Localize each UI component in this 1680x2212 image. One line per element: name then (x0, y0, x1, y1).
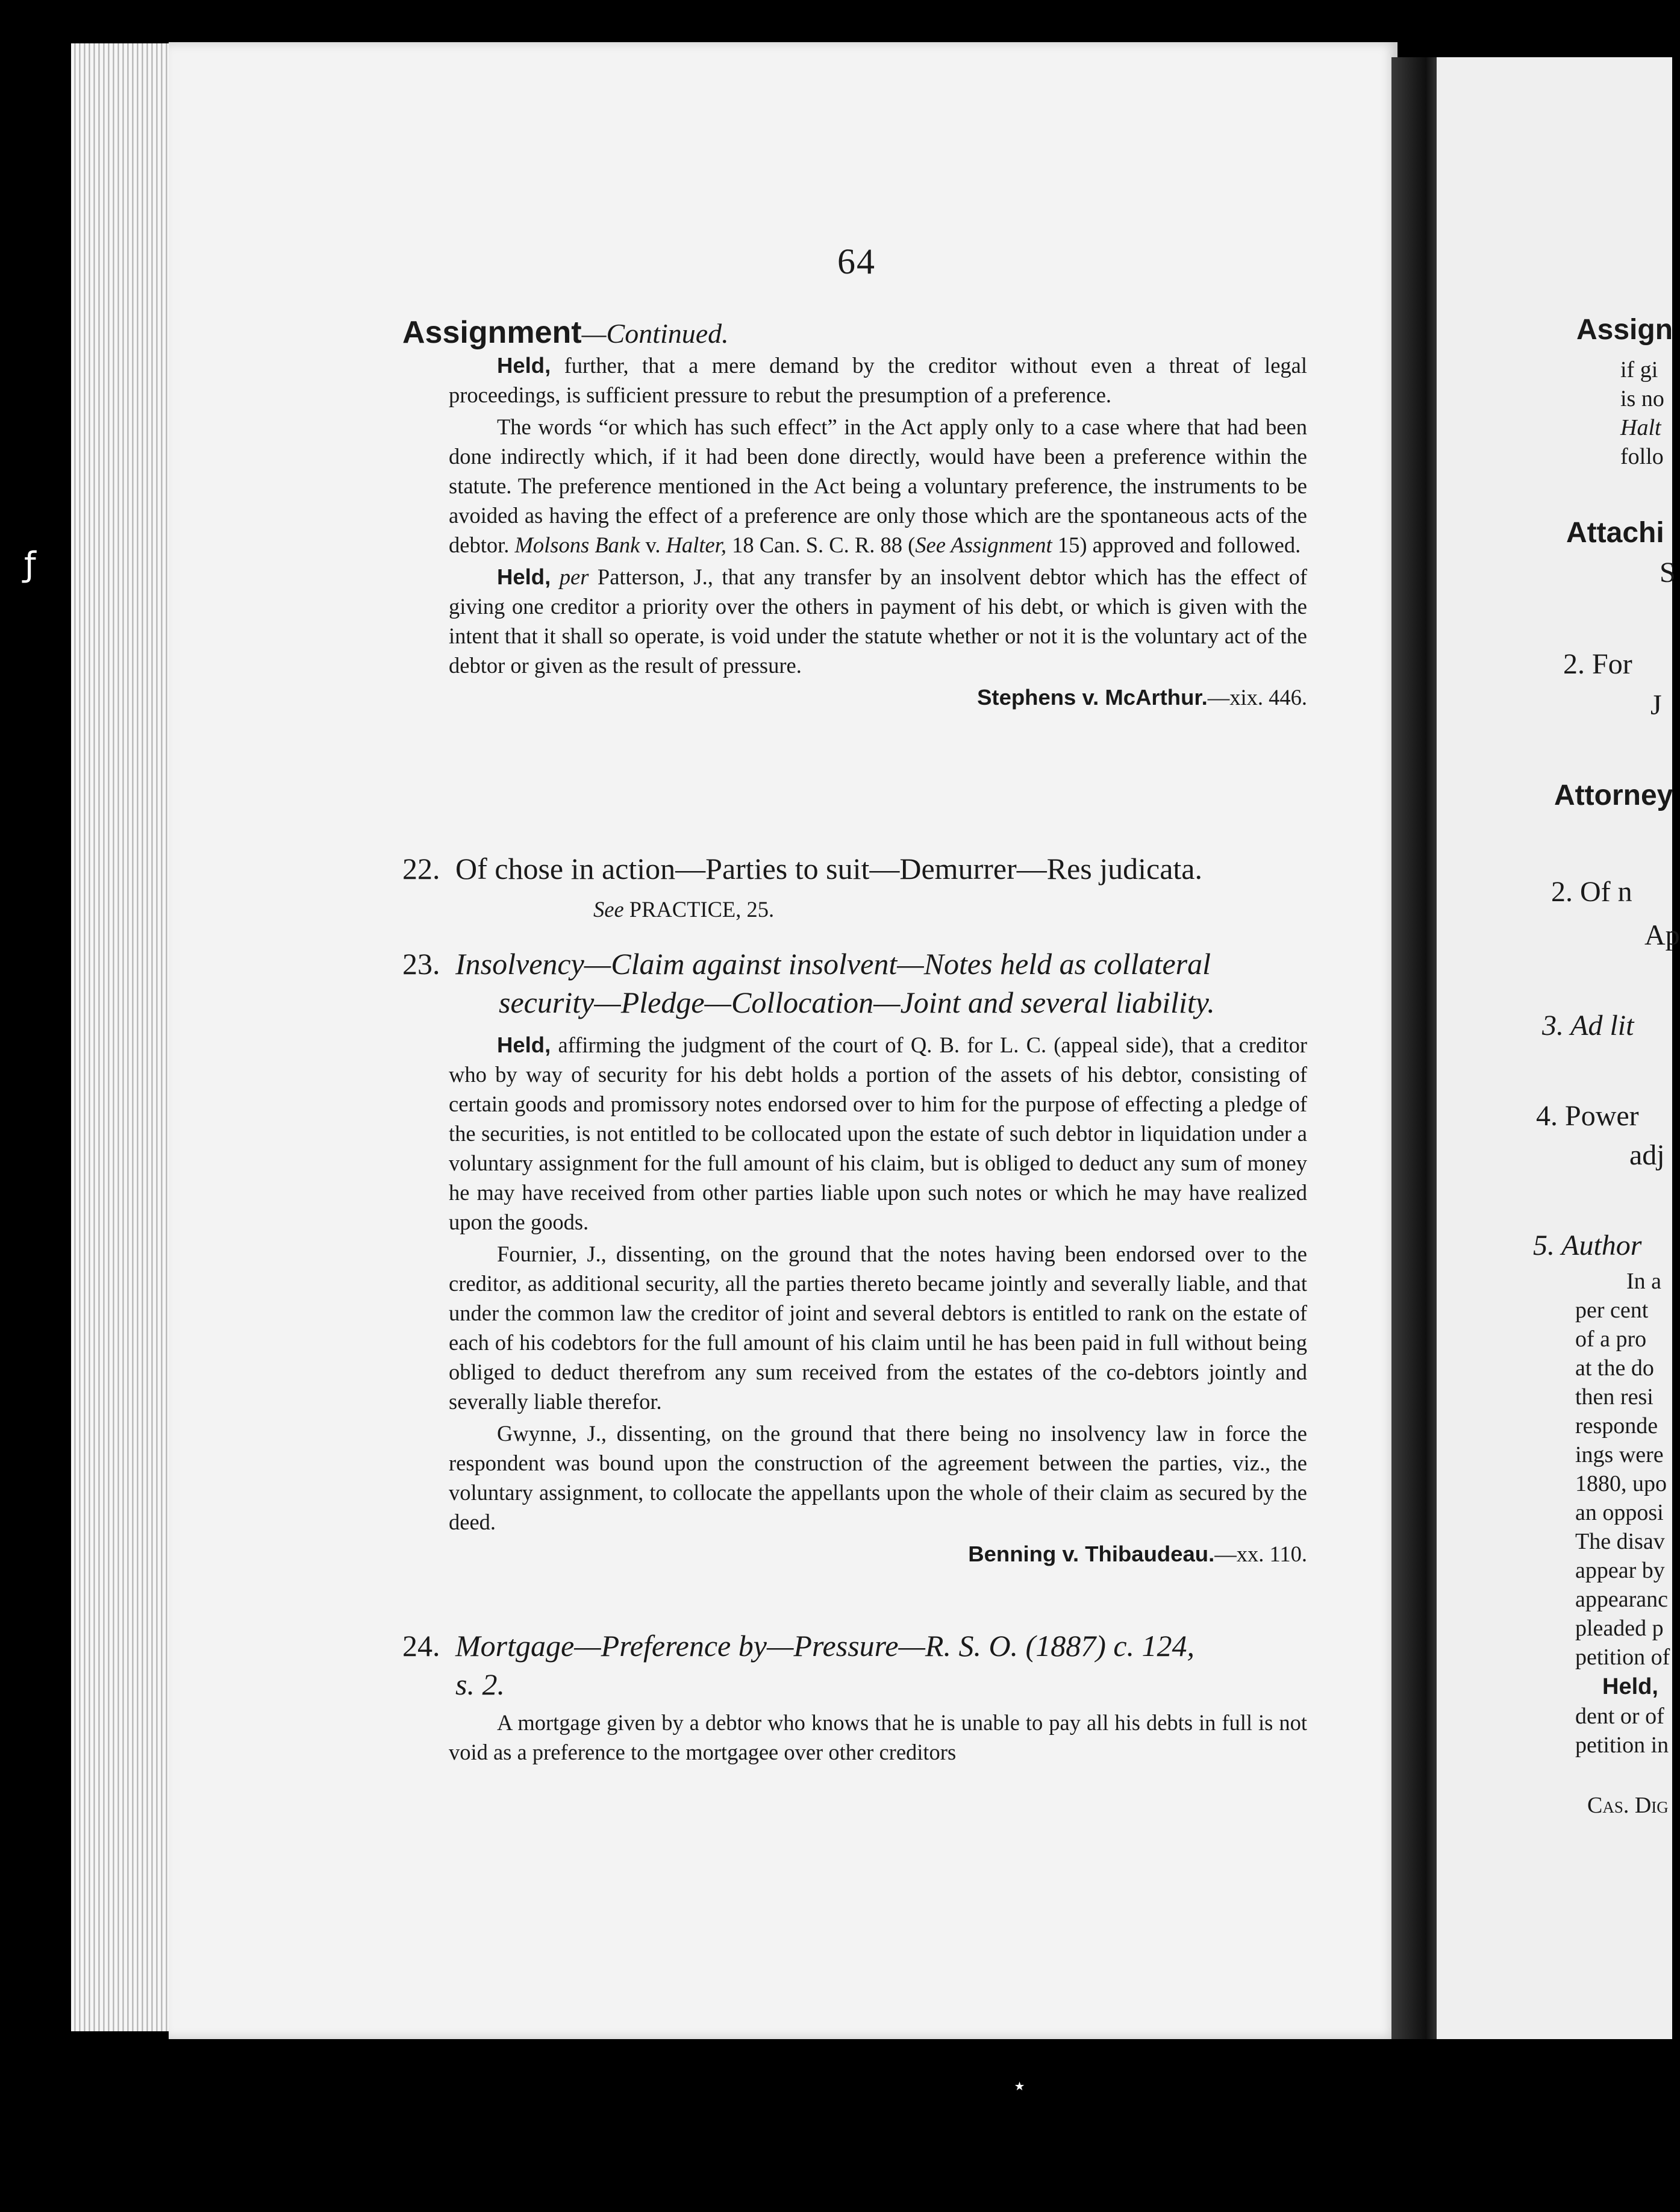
facing-line: then resi (1575, 1384, 1653, 1410)
entry-title-line-2: security—Pledge—Collocation—Joint and several liability. (499, 986, 1215, 1019)
facing-line: 2. Of n (1551, 876, 1632, 908)
book-page-edges (71, 43, 177, 2031)
facing-line: Ap (1644, 919, 1680, 951)
facing-line: appearanc (1575, 1587, 1668, 1612)
block1-text (449, 351, 1307, 712)
entry-number: 24. (402, 1629, 440, 1663)
facing-line: adj (1629, 1139, 1665, 1171)
paragraph-text: Patterson, J., that any transfer by an insolvent debtor which has the effect of giving one creditor a priority over the others in payment of his debt, or which is given with the intent that it shall so operate, is void under the statute whether or not it is the voluntary act of the debtor or given as the result of pressure. (449, 564, 1307, 678)
facing-line: dent or of (1575, 1704, 1664, 1729)
facing-line: 1880, upo (1575, 1471, 1667, 1496)
facing-line: 2. For (1563, 648, 1632, 680)
entry-22-heading (402, 849, 1312, 888)
block1-paragraph-3 (449, 562, 1307, 680)
facing-line: of a pro (1575, 1326, 1647, 1352)
facing-line: is no (1620, 386, 1664, 411)
facing-line: Attachi (1566, 517, 1664, 549)
entry-number: 22. (402, 852, 440, 886)
see-reference: See Assignment (915, 533, 1052, 557)
entry-title-line-2: s. 2. (455, 1667, 505, 1701)
held-lead: Held, (497, 564, 551, 589)
see-reference: PRACTICE, 25. (623, 897, 775, 922)
facing-line: responde (1575, 1413, 1658, 1439)
scan-speck: ⋆ (1012, 2072, 1028, 2100)
entry-number: 23. (402, 947, 440, 981)
see-word: See (593, 897, 624, 922)
facing-line: pleaded p (1575, 1616, 1664, 1641)
facing-line: In a (1626, 1269, 1662, 1294)
facing-line: Halt (1620, 415, 1661, 440)
held-lead: Held, (497, 353, 551, 378)
facing-line: Held, (1602, 1674, 1658, 1699)
scan-speck: ƒ (24, 545, 36, 584)
facing-line: 3. Ad lit (1542, 1010, 1634, 1042)
entry-23-text (449, 1030, 1307, 1569)
block1-paragraph-2 (449, 412, 1307, 560)
entry-22-see (593, 896, 774, 922)
paragraph-text: The words “or which has such effect” in the Act apply only to a case where that had been done indirectly which, if it had been done directly, would have been a preference within the statute. The preference mentioned in the Act being a voluntary preference, the instruments to be avoided as having the effect of a preference are only those which are the spontaneous acts of the debtor. (449, 414, 1307, 557)
case-name: Halter, (666, 533, 726, 557)
facing-page (1437, 57, 1680, 2039)
facing-line: ings were (1575, 1442, 1664, 1467)
facing-line: per cent (1575, 1298, 1649, 1323)
facing-line: if gi (1620, 357, 1658, 383)
paragraph-text: further, that a mere demand by the creditor without even a threat of legal proceedings, is sufficient pressure to rebut the presumption of a preference. (449, 353, 1307, 407)
entry24-paragraph-1: A mortgage given by a debtor who knows that he is unable to pay all his debts in full is not void as a preference to the mortgagee over other creditors (449, 1710, 1307, 1764)
facing-line: Cas. Dig (1587, 1793, 1669, 1818)
facing-line: petition in (1575, 1732, 1669, 1758)
citation-case: Stephens v. McArthur. (977, 685, 1208, 710)
facing-line: The disav (1575, 1529, 1665, 1554)
entry-24-heading (402, 1626, 1312, 1704)
facing-line: J (1650, 689, 1662, 721)
entry-24-text (449, 1708, 1307, 1769)
facing-line: at the do (1575, 1355, 1654, 1381)
facing-line: 5. Author (1533, 1229, 1642, 1261)
paragraph-text: 15) approved and followed. (1052, 533, 1301, 557)
block1-paragraph-1 (449, 351, 1307, 410)
entry-title: Of chose in action—Parties to suit—Demurrer—Res judicata. (455, 852, 1202, 886)
section-title: Assignment (402, 315, 582, 350)
facing-line: appear by (1575, 1558, 1665, 1583)
entry23-paragraph-1 (449, 1030, 1307, 1237)
facing-line: S (1660, 557, 1676, 589)
entry23-paragraph-3: Gwynne, J., dissenting, on the ground that there being no insolvency law in force the respondent was bound upon the construction of the agreement between the parties, viz., the voluntary assignment, to collocate the appellants upon the whole of their claim as secured by the deed. (449, 1421, 1307, 1534)
facing-line: petition of (1575, 1645, 1670, 1670)
facing-line: 4. Power (1536, 1100, 1639, 1132)
case-name: Molsons Bank (514, 533, 640, 557)
citation-case: Benning v. Thibaudeau. (968, 1542, 1215, 1566)
facing-line: Assign (1576, 314, 1673, 346)
facing-line: follo (1620, 444, 1664, 469)
paragraph-text: affirming the judgment of the court of Q. B. for L. C. (appeal side), that a creditor who by way of security for his debt holds a portion of the assets of his debtor, consisting of certain goods and promissory notes endorsed over to him for the purpose of effecting a pledge of the securities, is not entitled to be collocated upon the estate of such debtor in liquidation under a voluntary assignment for the full amount of his claim, but is obliged to deduct any sum of money he may have received from other parties liable upon such notes or which he may have realized upon the goods. (449, 1033, 1307, 1234)
section-heading (402, 314, 729, 351)
versus: v. (640, 533, 666, 557)
page-number: 64 (837, 242, 876, 281)
per-word: per (551, 564, 589, 589)
entry-title-line-1: Insolvency—Claim against insolvent—Notes held as collateral (455, 947, 1211, 981)
paragraph-text: 18 Can. S. C. R. 88 ( (726, 533, 916, 557)
block1-citation (449, 683, 1307, 712)
entry23-paragraph-2: Fournier, J., dissenting, on the ground that the notes having been endorsed over to the creditor, as additional security, all the parties thereto became jointly and severally liable, and that under the common law the creditor of joint and several debtors is entitled to rank on the estate of each of his codebtors for the full amount of his claim until he has been paid in full without being obliged to deduct therefrom any sum received from the estates of the co-debtors jointly and severally liable therefor. (449, 1242, 1307, 1414)
facing-line: an opposi (1575, 1500, 1664, 1525)
facing-line: Attorney (1554, 780, 1673, 811)
citation-reference: —xix. 446. (1207, 685, 1307, 710)
section-continued: —Continued. (581, 318, 729, 349)
entry23-citation (449, 1539, 1307, 1569)
held-lead: Held, (497, 1033, 551, 1057)
citation-reference: —xx. 110. (1214, 1542, 1307, 1566)
entry-23-heading (402, 945, 1312, 1022)
entry-title-line-1: Mortgage—Preference by—Pressure—R. S. O. (1887) c. 124, (455, 1629, 1195, 1663)
